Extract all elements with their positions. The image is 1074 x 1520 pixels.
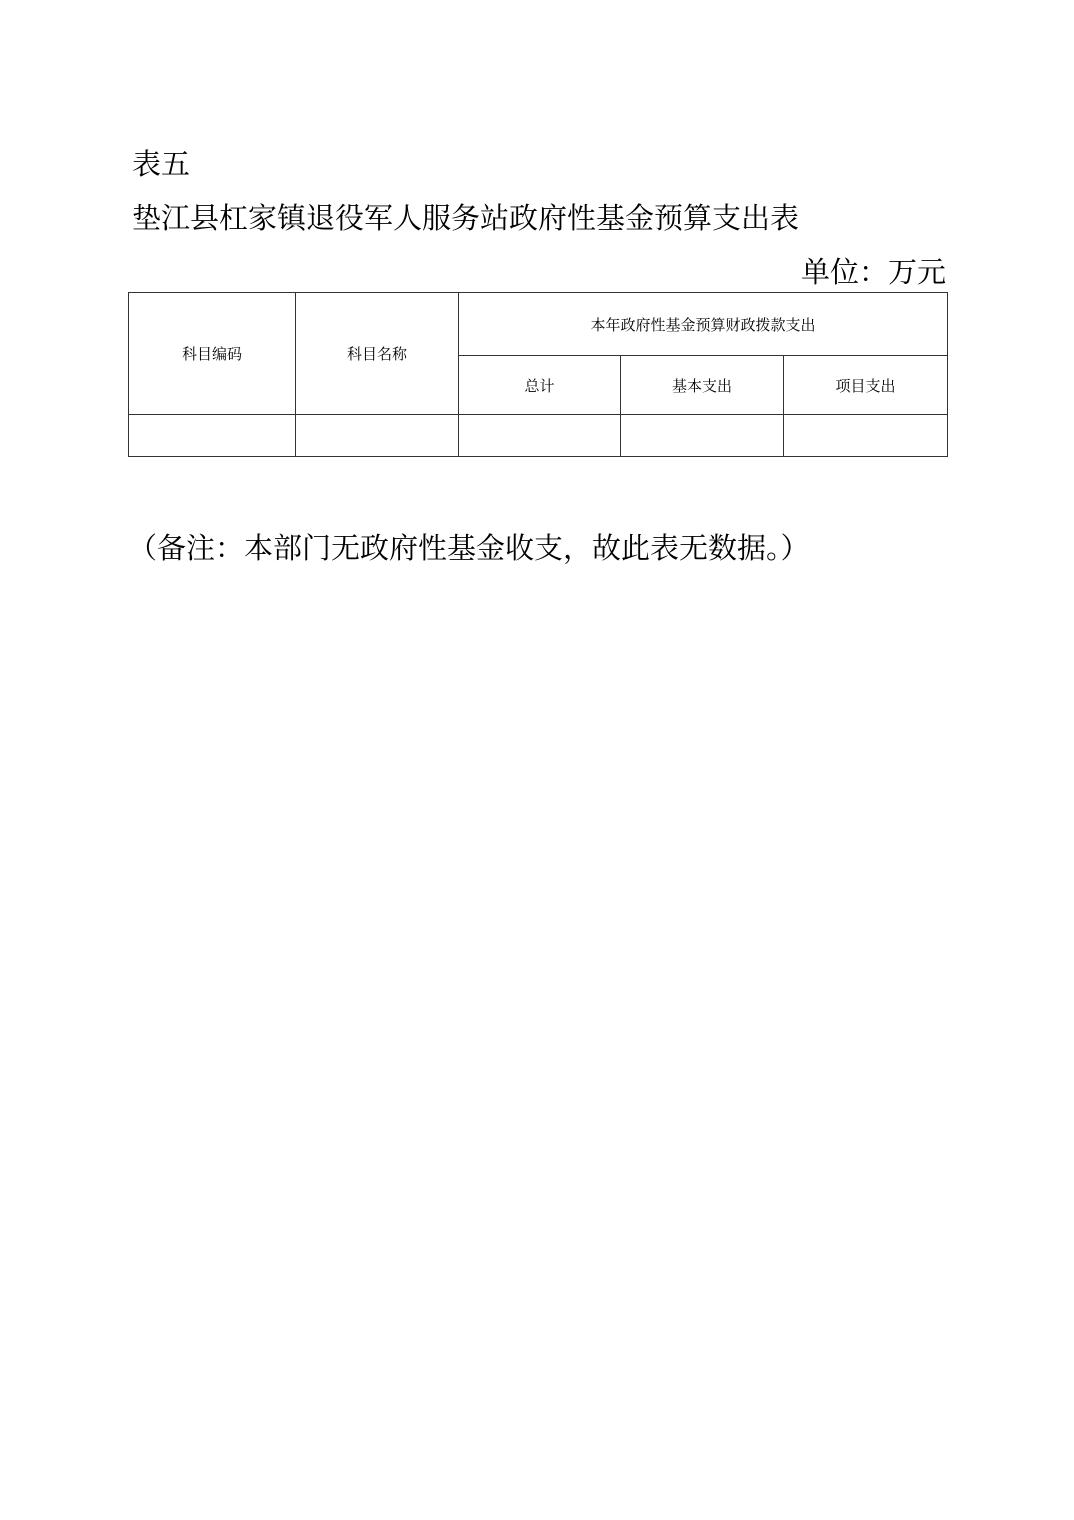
unit-label: 单位：万元 (800, 255, 946, 289)
table-header-row (129, 293, 948, 356)
column-header-name: 科目名称 (296, 293, 459, 415)
table-cell (784, 415, 948, 457)
column-group-header: 本年政府性基金预算财政拨款支出 (459, 293, 948, 356)
table-cell (296, 415, 459, 457)
column-header-total: 总计 (459, 356, 621, 415)
document-title: 垫江县杠家镇退役军人服务站政府性基金预算支出表 (132, 201, 800, 235)
table-cell (459, 415, 621, 457)
column-header-basic: 基本支出 (621, 356, 784, 415)
document-label: 表五 (132, 147, 191, 181)
budget-table (128, 292, 948, 457)
table-cell (129, 415, 296, 457)
column-header-code: 科目编码 (129, 293, 296, 415)
remark-note: （备注：本部门无政府性基金收支，故此表无数据。） (128, 531, 810, 565)
table-cell (621, 415, 784, 457)
table-row (129, 415, 948, 457)
column-header-project: 项目支出 (784, 356, 948, 415)
